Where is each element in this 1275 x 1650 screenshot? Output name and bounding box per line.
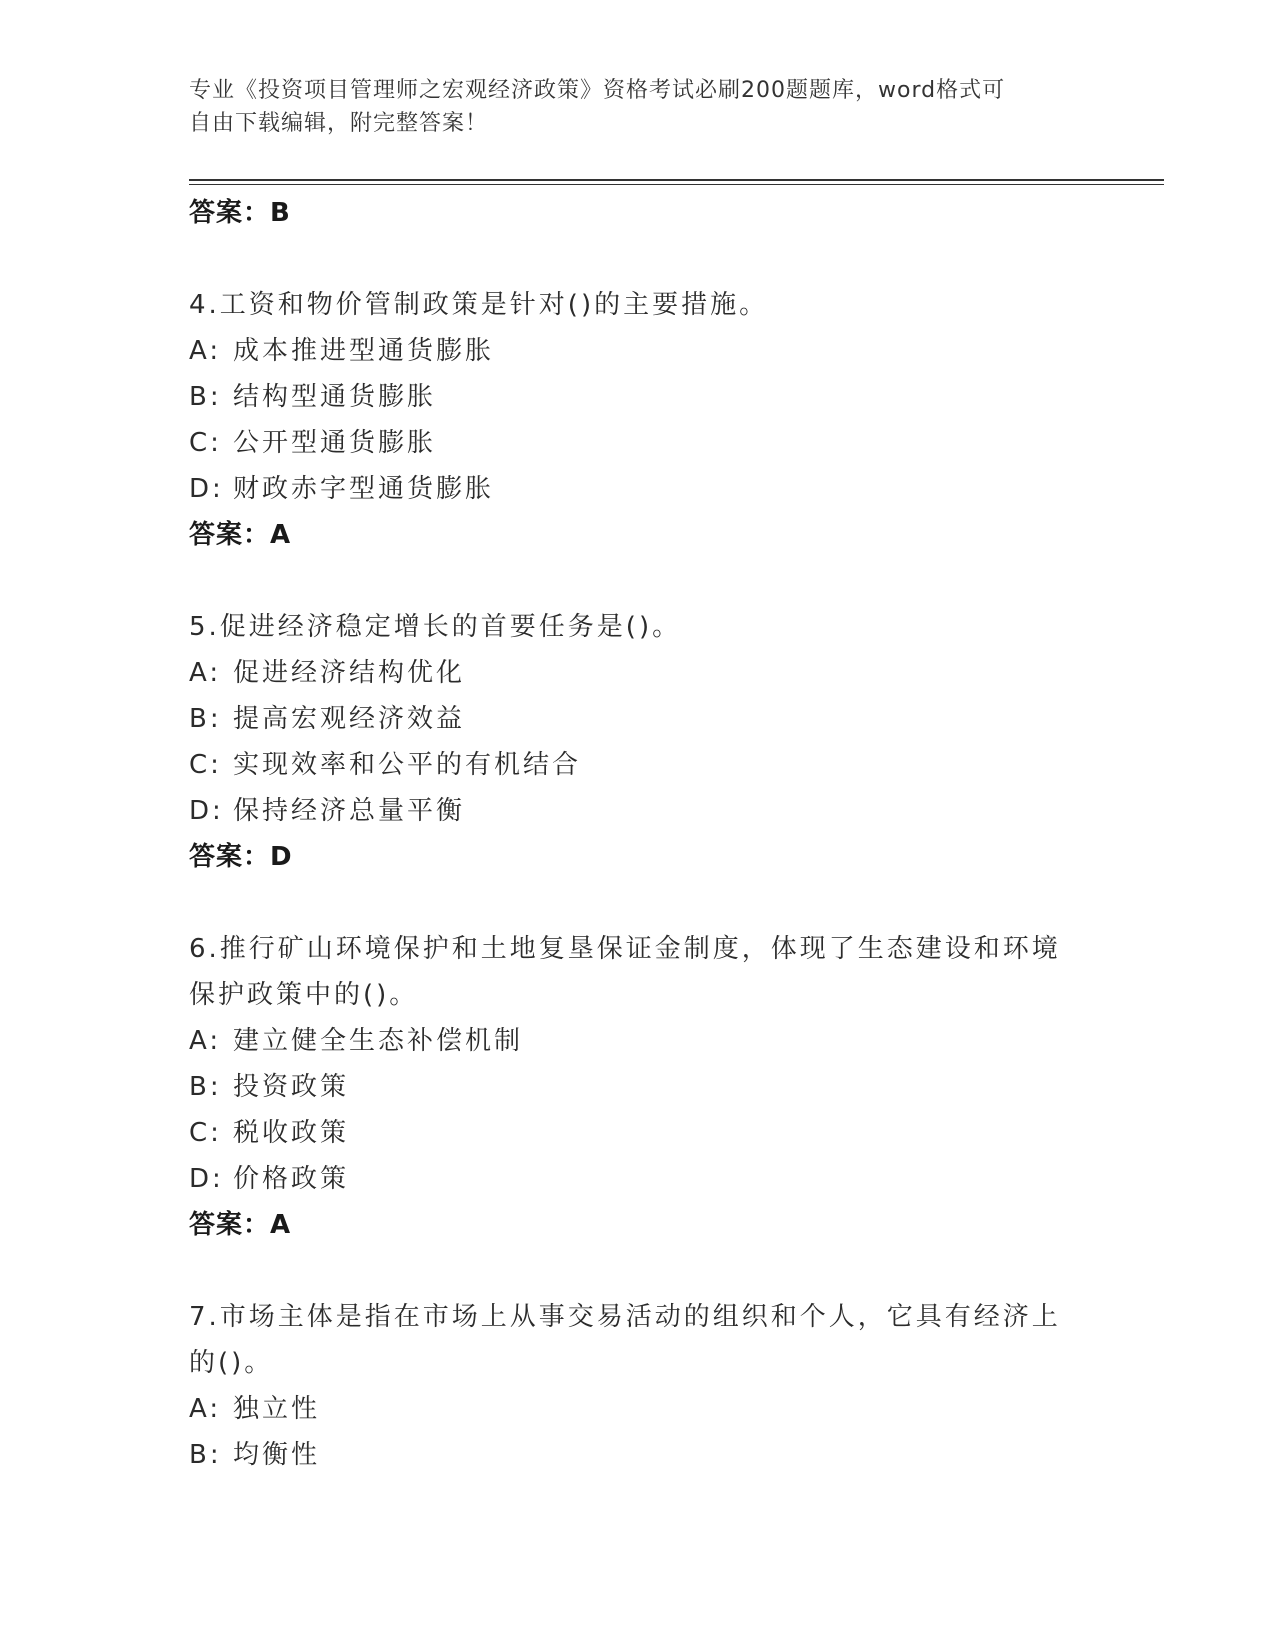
option-text: 结构型通货膨胀 (233, 382, 437, 412)
option-key: B: (189, 1072, 222, 1102)
answer-label: 答案： (189, 1210, 271, 1240)
option-key: A: (189, 658, 222, 688)
question-text: 4.工资和物价管制政策是针对()的主要措施。 (189, 290, 769, 320)
option-b (189, 374, 1089, 420)
option-key: A: (189, 336, 222, 366)
question-text-line-2: 保护政策中的()。 (189, 980, 419, 1010)
question-7 (189, 1294, 1089, 1478)
option-b (189, 696, 1089, 742)
option-key: B: (189, 1440, 222, 1470)
option-a (189, 650, 1089, 696)
question-text: 5.促进经济稳定增长的首要任务是()。 (189, 612, 682, 642)
question-4 (189, 282, 1089, 558)
option-text: 财政赤字型通货膨胀 (233, 474, 495, 504)
option-text: 税收政策 (233, 1118, 350, 1148)
option-key: D: (189, 474, 224, 504)
header-divider-thin (189, 184, 1164, 185)
header-line-2: 自由下载编辑，附完整答案！ (189, 111, 489, 136)
option-key: C: (189, 750, 222, 780)
answer-value: A (270, 1210, 292, 1240)
question-text-line-1: 7.市场主体是指在市场上从事交易活动的组织和个人，它具有经济上 (189, 1302, 1061, 1332)
option-key: D: (189, 1164, 224, 1194)
question-5 (189, 604, 1089, 880)
document-body (189, 190, 1089, 1478)
option-text: 实现效率和公平的有机结合 (233, 750, 582, 780)
question-text-line-1: 6.推行矿山环境保护和土地复垦保证金制度，体现了生态建设和环境 (189, 934, 1061, 964)
option-text: 独立性 (233, 1394, 321, 1424)
option-c (189, 742, 1089, 788)
question-answer (189, 834, 1089, 880)
option-text: 保持经济总量平衡 (233, 796, 466, 826)
option-b (189, 1432, 1089, 1478)
option-d (189, 788, 1089, 834)
header-line-1: 专业《投资项目管理师之宏观经济政策》资格考试必刷200题题库，word格式可 (189, 78, 1006, 103)
option-d (189, 1156, 1089, 1202)
option-text: 均衡性 (233, 1440, 321, 1470)
option-b (189, 1064, 1089, 1110)
question-answer (189, 512, 1089, 558)
option-key: B: (189, 704, 222, 734)
option-a (189, 1018, 1089, 1064)
option-key: B: (189, 382, 222, 412)
previous-answer (189, 190, 1089, 236)
option-a (189, 328, 1089, 374)
answer-value: B (270, 198, 291, 228)
answer-value: D (270, 842, 293, 872)
question-text-line-2: 的()。 (189, 1348, 274, 1378)
answer-label: 答案： (189, 520, 271, 550)
option-text: 建立健全生态补偿机制 (233, 1026, 524, 1056)
option-d (189, 466, 1089, 512)
option-key: C: (189, 428, 222, 458)
option-a (189, 1386, 1089, 1432)
option-key: D: (189, 796, 224, 826)
option-text: 公开型通货膨胀 (233, 428, 437, 458)
option-text: 价格政策 (233, 1164, 350, 1194)
header-divider-thick (189, 179, 1164, 181)
answer-label: 答案： (189, 842, 271, 872)
question-answer (189, 1202, 1089, 1248)
option-text: 促进经济结构优化 (233, 658, 466, 688)
document-header (189, 74, 1069, 140)
option-c (189, 1110, 1089, 1156)
option-text: 提高宏观经济效益 (233, 704, 466, 734)
option-key: C: (189, 1118, 222, 1148)
option-key: A: (189, 1394, 222, 1424)
answer-label: 答案： (189, 198, 271, 228)
option-text: 成本推进型通货膨胀 (233, 336, 495, 366)
answer-value: A (270, 520, 292, 550)
option-c (189, 420, 1089, 466)
option-text: 投资政策 (233, 1072, 350, 1102)
question-6 (189, 926, 1089, 1248)
option-key: A: (189, 1026, 222, 1056)
